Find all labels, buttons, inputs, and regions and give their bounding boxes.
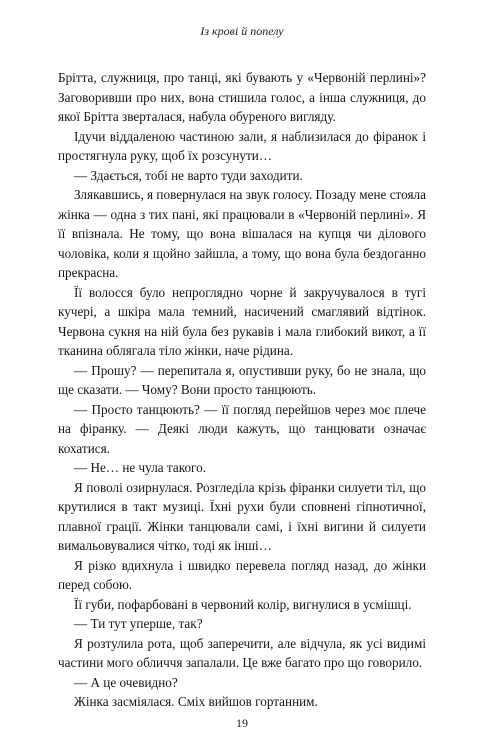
paragraph-9: Я поволі озирнулася. Розгледіла крізь фіранки силуети тіл, що крутилися в такт музиці. Їхні рухи були сповнені гіпнотичної, плавної грації. Жінки танцювали самі, і їхні вигини й силуети вимальовувалися чітко, тоді як інші… (58, 479, 426, 553)
paragraph-14: — А це очевидно? (74, 674, 178, 690)
paragraph-12: — Ти тут уперше, так? (74, 616, 203, 631)
paragraph-8: — Не… не чула такого. (74, 460, 207, 475)
body-text (58, 68, 426, 712)
paragraph-7: — Просто танцюють? — її погляд перейшов через моє плече на фіранку. — Деякі люди кажуть, що танцювати означає кохатися. (58, 401, 426, 456)
paragraph-3: — Здається, тобі не варто туди заходити. (74, 167, 303, 183)
paragraph-2: Ідучи віддаленою частиною зали, я наблизилася до фіранок і простягнула руку, щоб їх розсунути… (58, 128, 426, 163)
paragraph-4: Злякавшись, я повернулася на звук голосу. Позаду мене стояла жінка — одна з тих пані, які працювали в «Червоній перлині». Я її впізнала. Не тому, що вона вішалася на купця чи ділового чоловіка, коли я щойно зайшла, а тому, що вона була бездоганно прекрасна. (58, 187, 426, 280)
paragraph-1: Брітта, служниця, про танці, які бувають у «Червоній перлині»? Заговоривши про них, вона стишила голос, а інша служниця, до якої Брітта зверталася, набула обуреного вигляду. (58, 70, 426, 124)
paragraph-6: — Прошу? — перепитала я, опустивши руку, бо не знала, що ще сказати. — Чому? Вони просто танцюють. (58, 362, 426, 397)
page-number: 19 (236, 716, 248, 730)
paragraph-15: Жінка засміялася. Сміх вийшов гортанним. (74, 694, 318, 709)
paragraph-5: Її волосся було непроглядно чорне й закручувалося в тугі кучері, а шкіра мала темний, насичений смаглявий відтінок. Червона сукня на ній була без рукавів і мала глибокий викот, а її тканина облягала тіло жінки, наче рідина. (58, 284, 426, 358)
paragraph-10: Я різко вдихнула і швидко перевела погляд назад, до жінки перед собою. (58, 557, 426, 592)
paragraph-11: Її губи, пофарбовані в червоний колір, вигнулися в усмішці. (74, 596, 412, 612)
paragraph-13: Я розтулила рота, щоб заперечити, але відчула, як усі видимі частини мого обличчя запалали. Це вже багато про що говорило. (58, 635, 426, 670)
running-header: Із крові й попелу (200, 24, 284, 38)
